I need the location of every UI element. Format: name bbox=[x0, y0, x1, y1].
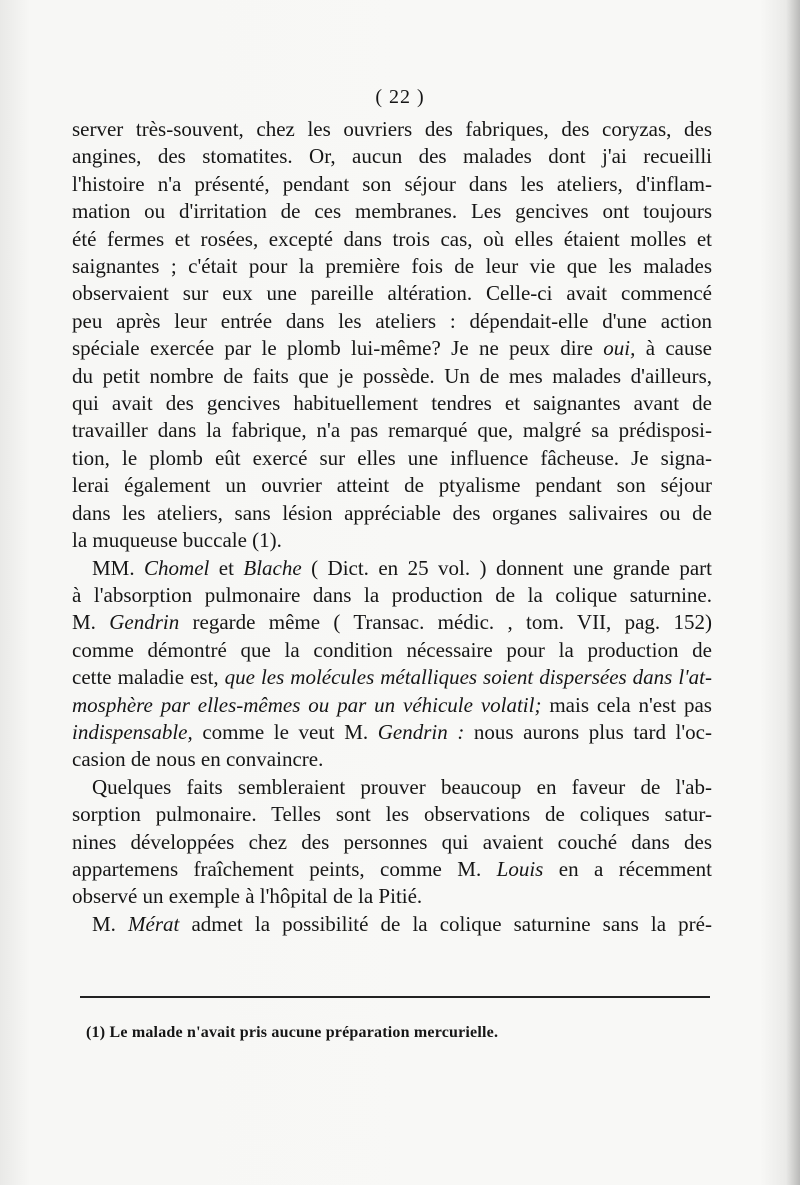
text-line: dans les ateliers, sans lésion appréciable des organes salivaires ou de bbox=[72, 500, 712, 525]
text-line: nines développées chez des personnes qui avaient couché dans des bbox=[72, 829, 712, 854]
text-fragment: appartemens fraîchement peints, comme M. bbox=[72, 856, 497, 881]
text-line: lerai également un ouvrier atteint de ptyalisme pendant son séjour bbox=[72, 473, 712, 498]
text-line: observé un exemple à l'hôpital de la Pitié. bbox=[72, 884, 423, 909]
text-fragment: cette maladie est, bbox=[72, 665, 225, 690]
footnote-rule bbox=[80, 996, 710, 998]
text-line: observaient sur eux une pareille altération. Celle-ci avait commencé bbox=[72, 281, 712, 306]
text-line bbox=[72, 692, 712, 719]
text-fragment: mais cela n'est pas bbox=[541, 692, 712, 717]
text-fragment: regarde même ( Transac. médic. , tom. VII, pag. 152) bbox=[179, 610, 712, 635]
text-line bbox=[72, 609, 712, 636]
italic-quote-cont: mosphère par elles-mêmes ou par un véhicule volatil; bbox=[72, 692, 542, 717]
text-line: la muqueuse buccale (1). bbox=[72, 528, 282, 553]
text-line: angines, des stomatites. Or, aucun des malades dont j'ai recueilli bbox=[72, 144, 712, 169]
body-text bbox=[72, 116, 712, 938]
text-line: du petit nombre de faits que je possède. Un de mes malades d'ailleurs, bbox=[72, 363, 712, 388]
italic-quote: que les molécules métalliques soient dispersées dans l'at- bbox=[224, 665, 712, 690]
text-line: Quelques faits sembleraient prouver beaucoup en faveur de l'ab- bbox=[92, 774, 712, 799]
text-line bbox=[72, 555, 712, 582]
italic-indispensable: indispensable, bbox=[72, 719, 193, 744]
italic-louis: Louis bbox=[496, 856, 544, 881]
text-fragment: nous aurons plus tard l'oc- bbox=[464, 719, 712, 744]
footnote: (1) Le malade n'avait pris aucune préparation mercurielle. bbox=[86, 1024, 499, 1041]
text-line: tion, le plomb eût exercé sur elles une influence fâcheuse. Je signa- bbox=[72, 445, 712, 470]
page-edge-shadow bbox=[786, 0, 800, 1185]
italic-gendrin: Gendrin bbox=[109, 610, 180, 635]
text-line: travailler dans la fabrique, n'a pas remarqué que, malgré sa prédisposi- bbox=[72, 418, 712, 443]
text-line: l'histoire n'a présenté, pendant son séjour dans les ateliers, d'inflam- bbox=[72, 171, 712, 196]
text-fragment: ( Dict. en 25 vol. ) donnent une grande part bbox=[301, 555, 712, 580]
text-line bbox=[72, 911, 712, 938]
italic-gendrin-2: Gendrin : bbox=[377, 719, 465, 744]
italic-chomel: Chomel bbox=[144, 555, 210, 580]
text-fragment: MM. bbox=[92, 555, 145, 580]
text-line: peu après leur entrée dans les ateliers : dépendait-elle d'une action bbox=[72, 308, 712, 333]
italic-blache: Blache bbox=[243, 555, 302, 580]
text-fragment: et bbox=[209, 555, 244, 580]
text-line: saignantes ; c'était pour la première fois de leur vie que les malades bbox=[72, 254, 712, 279]
text-line: mation ou d'irritation de ces membranes. Les gencives ont toujours bbox=[72, 199, 712, 224]
italic-merat: Mérat bbox=[128, 911, 180, 936]
text-line: comme démontré que la condition nécessaire pour la production de bbox=[72, 637, 712, 662]
text-line bbox=[72, 719, 712, 746]
text-line: à l'absorption pulmonaire dans la production de la colique saturnine. bbox=[72, 582, 712, 607]
text-fragment: en a récemment bbox=[543, 856, 713, 881]
text-line: été fermes et rosées, excepté dans trois cas, où elles étaient molles et bbox=[72, 226, 712, 251]
italic-oui: oui, bbox=[603, 336, 636, 361]
text-line bbox=[72, 856, 712, 883]
text-fragment: M. bbox=[92, 911, 129, 936]
text-line: qui avait des gencives habituellement tendres et saignantes avant de bbox=[72, 391, 712, 416]
text-line: sorption pulmonaire. Telles sont les observations de coliques satur- bbox=[72, 802, 712, 827]
text-line bbox=[72, 335, 712, 362]
text-line bbox=[72, 664, 712, 691]
text-fragment: admet la possibilité de la colique saturnine sans la pré- bbox=[179, 911, 712, 936]
page-number: ( 22 ) bbox=[375, 86, 425, 108]
text-line: casion de nous en convaincre. bbox=[72, 747, 324, 772]
text-fragment: spéciale exercée par le plomb lui-même? Je ne peux dire bbox=[72, 336, 604, 361]
text-fragment: comme le veut M. bbox=[192, 719, 378, 744]
text-fragment: à cause bbox=[635, 336, 712, 361]
text-line: server très-souvent, chez les ouvriers des fabriques, des coryzas, des bbox=[72, 117, 712, 141]
text-fragment: M. bbox=[72, 610, 110, 635]
